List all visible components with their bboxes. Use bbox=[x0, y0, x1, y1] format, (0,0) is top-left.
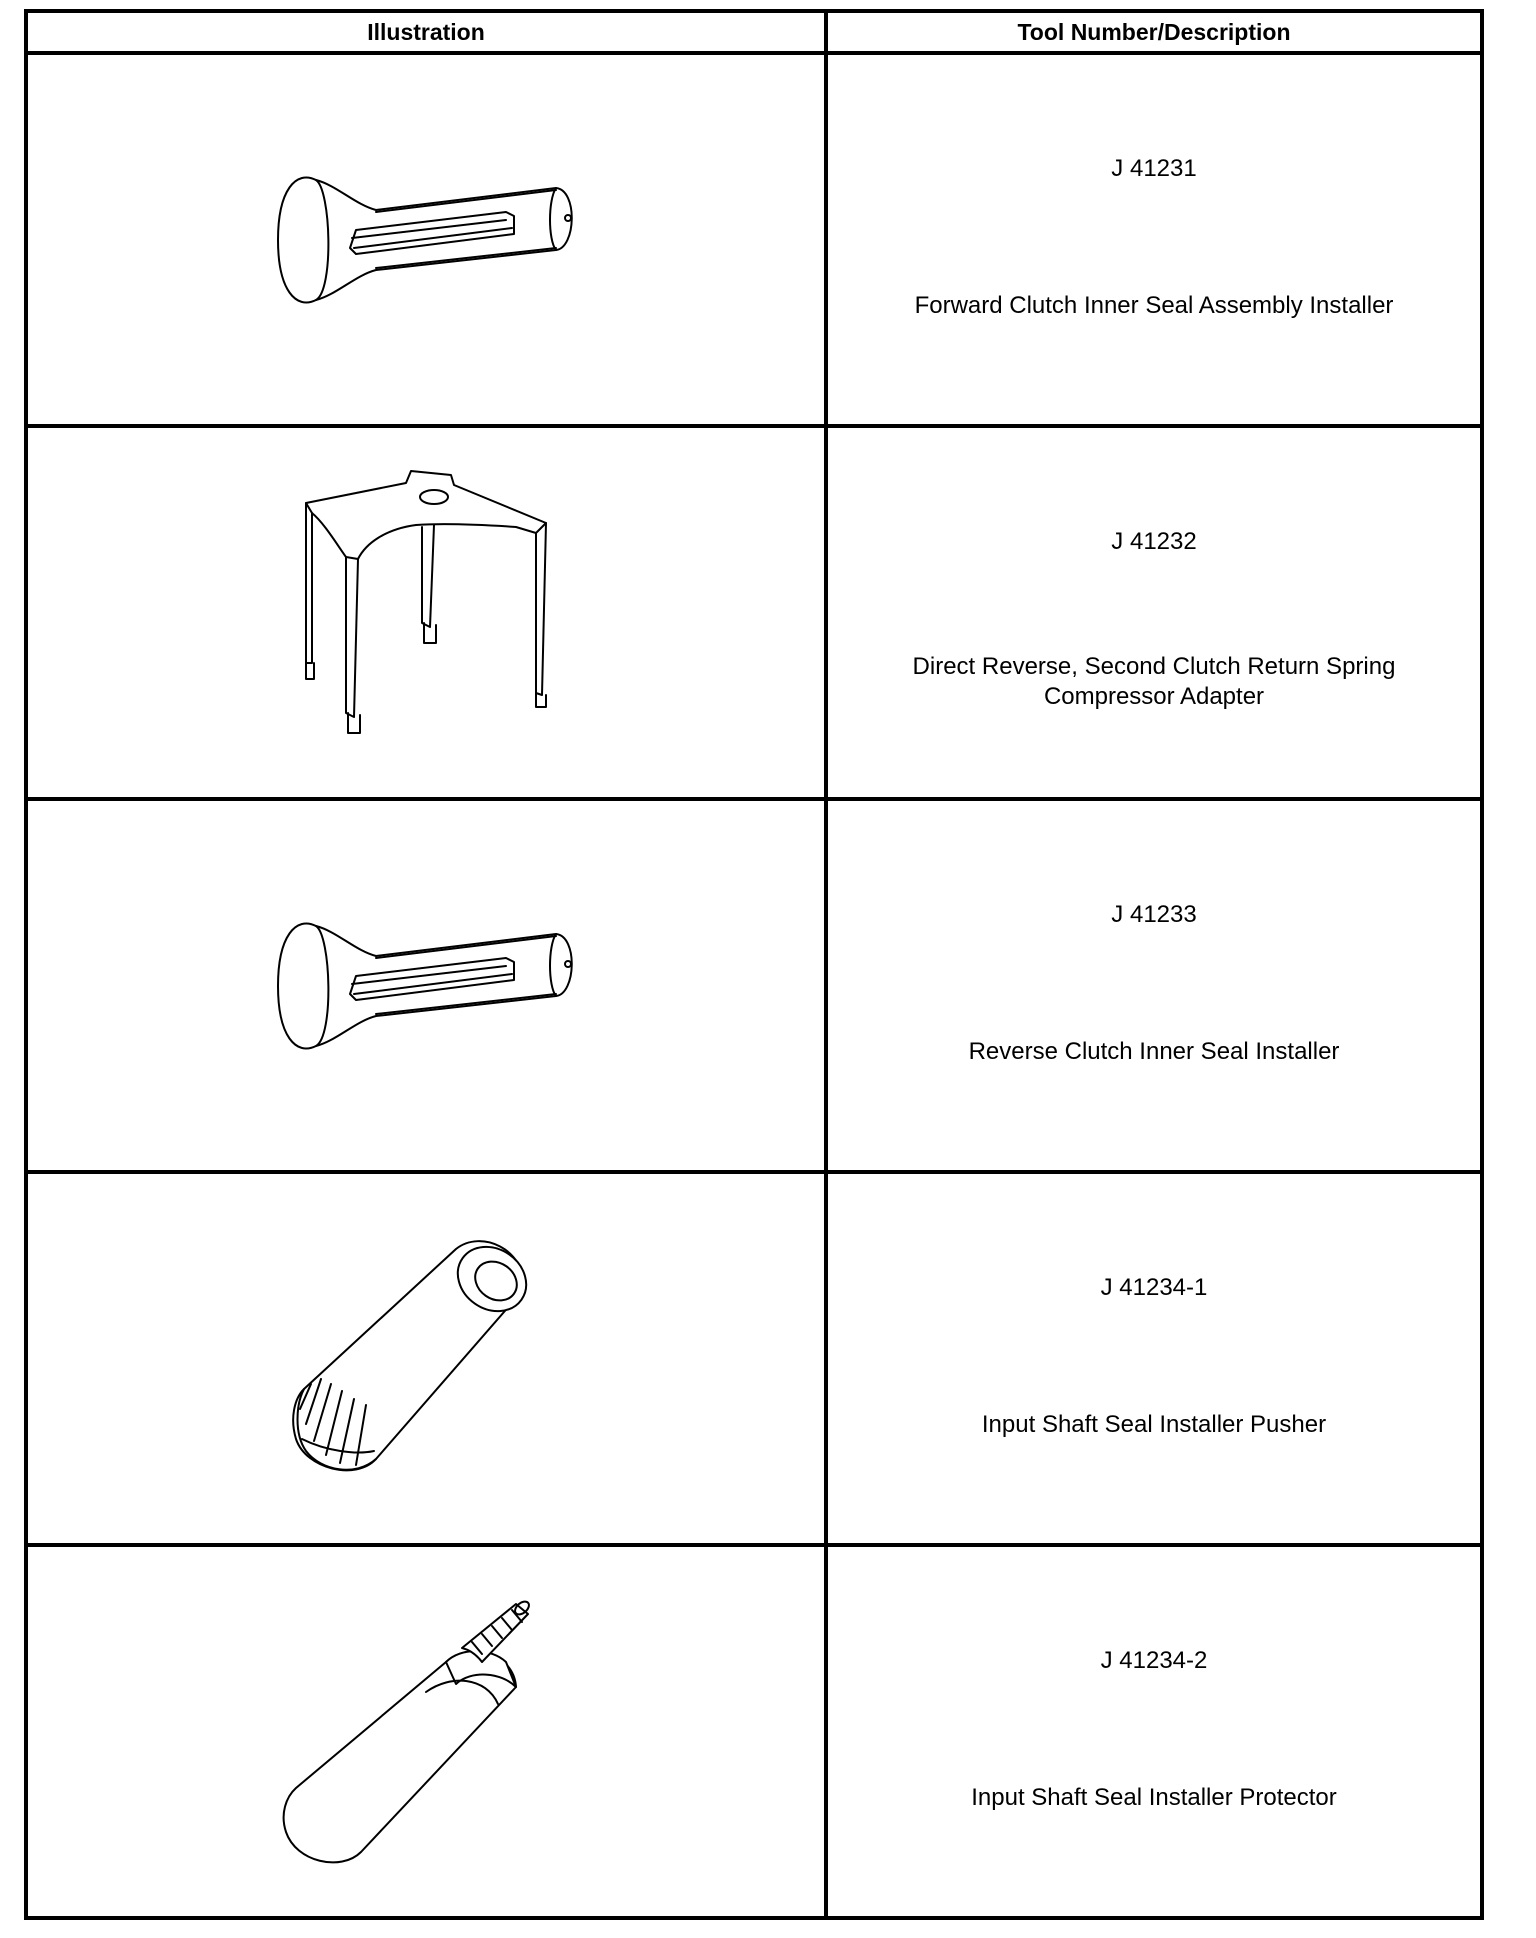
tool-description: Input Shaft Seal Installer Pusher bbox=[981, 1411, 1327, 1438]
table-row bbox=[26, 426, 1482, 799]
tool-number: J 41231 bbox=[1111, 155, 1197, 182]
table-row bbox=[26, 53, 1482, 426]
seal-installer-handle-icon bbox=[256, 896, 596, 1076]
description-cell bbox=[826, 53, 1482, 426]
description-cell bbox=[826, 799, 1482, 1172]
description-cell bbox=[826, 1172, 1482, 1545]
description-cell bbox=[826, 1545, 1482, 1918]
special-tools-table bbox=[24, 9, 1484, 1920]
seal-installer-handle-icon bbox=[256, 150, 596, 330]
illustration-cell bbox=[26, 426, 826, 799]
tool-number: J 41234-1 bbox=[1100, 1274, 1208, 1301]
tool-description: Input Shaft Seal Installer Protector bbox=[971, 1784, 1337, 1811]
table-header-row bbox=[26, 11, 1482, 53]
tool-number-description-header: Tool Number/Description bbox=[826, 11, 1482, 53]
table-row bbox=[26, 1172, 1482, 1545]
illustration-cell bbox=[26, 1545, 826, 1918]
table-row bbox=[26, 799, 1482, 1172]
table-row bbox=[26, 1545, 1482, 1918]
illustration-cell bbox=[26, 1172, 826, 1545]
description-cell bbox=[826, 426, 1482, 799]
seal-installer-protector-icon bbox=[266, 1592, 586, 1872]
tool-number: J 41234-2 bbox=[1100, 1647, 1208, 1674]
tool-description: Reverse Clutch Inner Seal Installer bbox=[968, 1038, 1340, 1065]
illustration-cell bbox=[26, 799, 826, 1172]
tool-number: J 41232 bbox=[1111, 528, 1197, 555]
tool-number: J 41233 bbox=[1111, 901, 1197, 928]
seal-installer-pusher-icon bbox=[266, 1219, 586, 1499]
spring-compressor-adapter-icon bbox=[286, 463, 566, 763]
illustration-cell bbox=[26, 53, 826, 426]
tool-description: Direct Reverse, Second Clutch Return Spring Compressor Adapter bbox=[912, 653, 1396, 710]
tool-description: Forward Clutch Inner Seal Assembly Installer bbox=[914, 292, 1394, 319]
illustration-header: Illustration bbox=[26, 11, 826, 53]
